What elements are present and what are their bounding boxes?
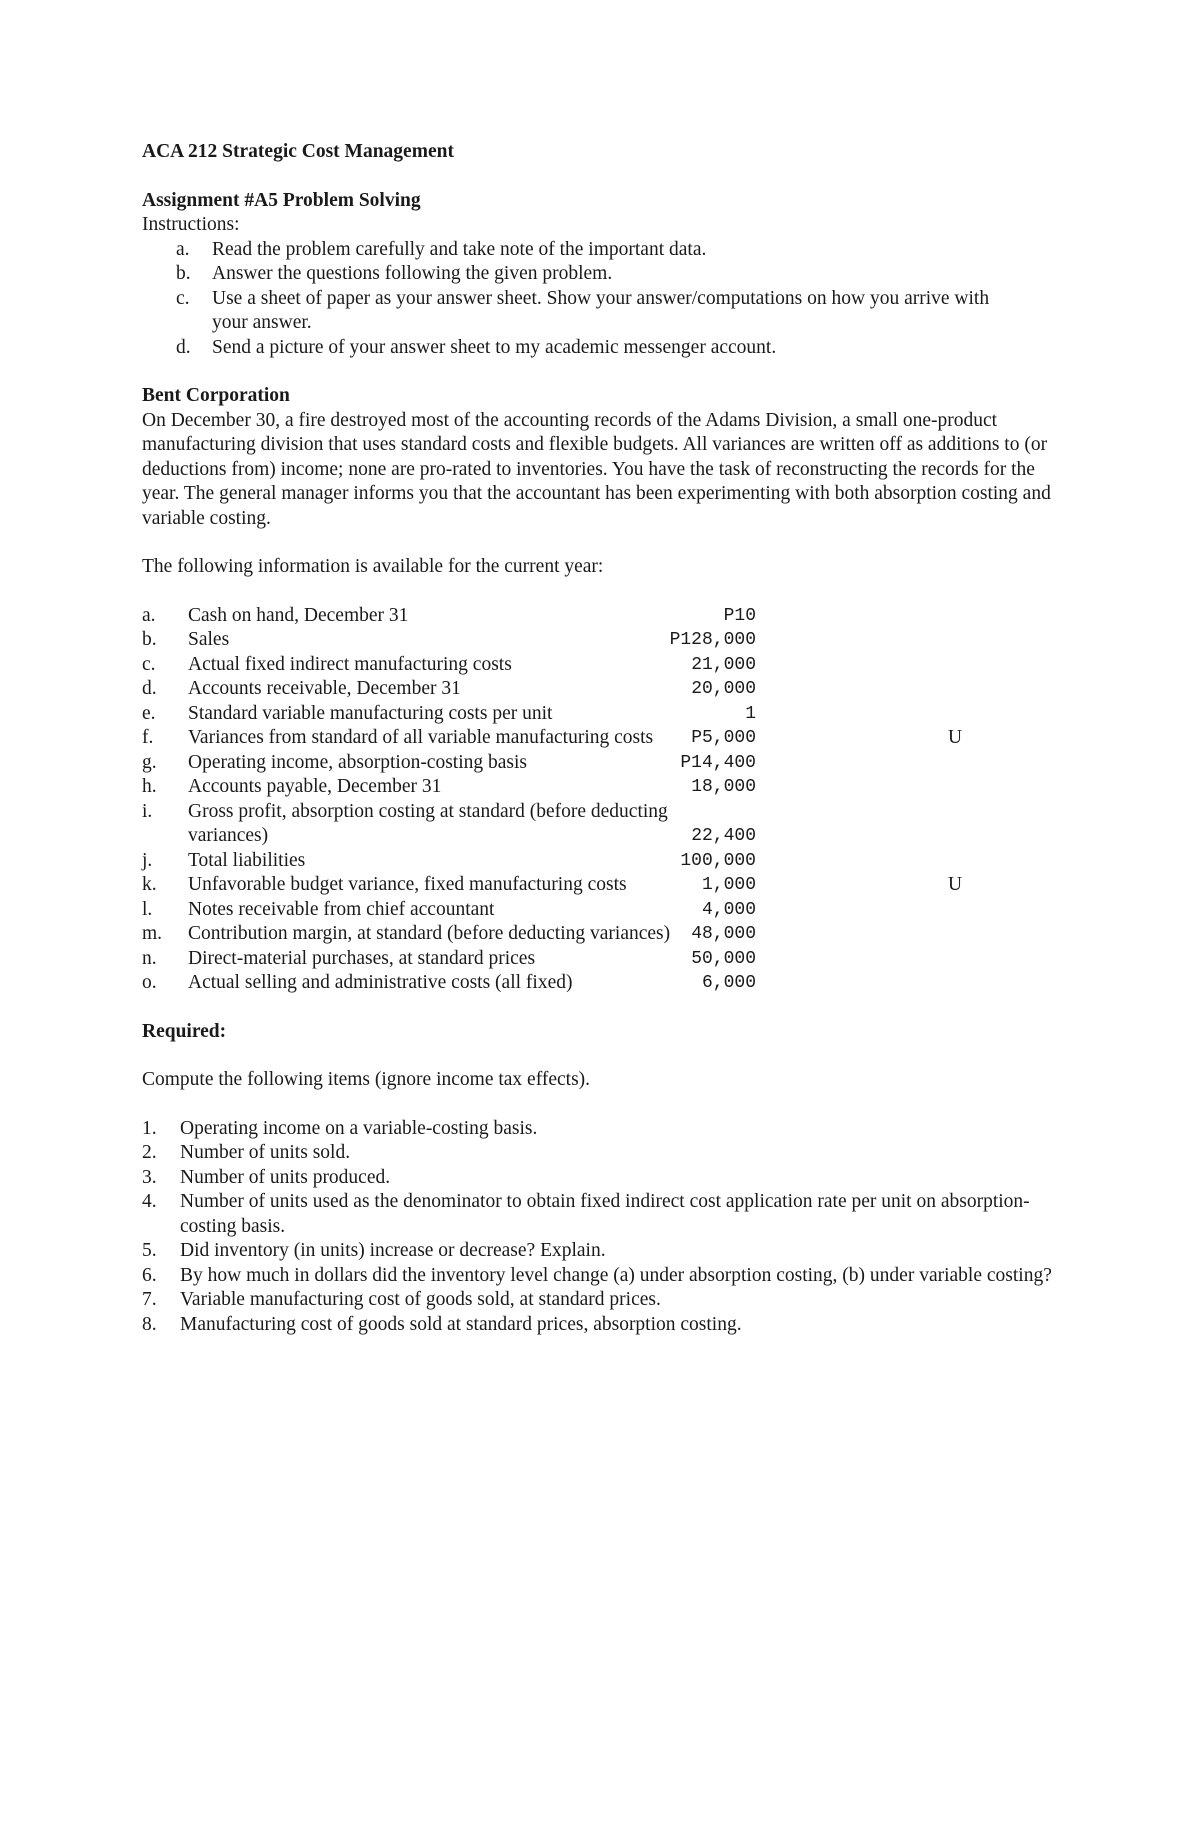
data-item-description: Actual fixed indirect manufacturing costs [188,653,512,675]
data-item-letter: k. [142,874,157,895]
instruction-text: Read the problem carefully and take note of the important data. [212,238,707,260]
data-item-variance-flag: U [948,727,963,748]
data-item-description: Standard variable manufacturing costs per unit [188,702,553,724]
data-item [142,898,1042,923]
data-item-letter: n. [142,947,157,969]
question-text: Number of units used as the denominator to obtain fixed indirect cost application rate per unit on absorption-costing basis. [180,1191,1030,1237]
data-item [142,677,1042,702]
instruction-text: Use a sheet of paper as your answer sheet. Show your answer/computations on how you arrive with your answer. [212,287,990,333]
data-item-letter: j. [142,849,153,871]
question-number: 2. [142,1142,157,1163]
data-item-amount: P10 [723,605,756,626]
instructions-list [142,238,1042,361]
data-item-amount: 1 [745,703,756,724]
data-item-description: Actual selling and administrative costs (all fixed) [188,972,573,993]
data-item-variance-flag: U [948,874,963,895]
data-item [142,873,1042,898]
data-item [142,751,1042,776]
question-item [142,1166,1080,1191]
data-item [142,947,1042,972]
compute-intro: Compute the following items (ignore income tax effects). [142,1069,591,1090]
data-item-amount: P5,000 [691,728,756,748]
course-title: ACA 212 Strategic Cost Management [142,141,454,162]
required-label: Required: [142,1020,227,1042]
data-item-letter: a. [142,604,156,626]
question-item [142,1313,1080,1338]
data-item-letter: c. [142,653,156,675]
data-item-letter: i. [142,800,153,822]
question-item [142,1239,1080,1264]
data-item-description: Gross profit, absorption costing at standard (before deducting variances) [188,800,668,846]
question-text: By how much in dollars did the inventory level change (a) under absorption costing, (b) under variable costing? [180,1264,1052,1286]
problem-paragraph: On December 30, a fire destroyed most of the accounting records of the Adams Division, a small one-product manufacturing division that uses standard costs and flexible budgets. All variances are written off as additions to (or deductions from) income; none are pro-rated to inventories. You have the task of reconstructing the records for the year. The general manager informs you that the accountant has been experimenting with both absorption costing and variable costing. [142,409,1051,529]
data-item [142,726,1042,751]
question-item [142,1190,1080,1239]
instruction-item [142,262,1042,287]
question-text: Number of units sold. [180,1142,351,1163]
data-item [142,775,1042,800]
data-item-amount: P14,400 [680,752,756,773]
data-item-amount: 100,000 [680,850,756,871]
question-number: 6. [142,1264,157,1286]
assignment-title: Assignment #A5 Problem Solving [142,189,421,211]
question-item [142,1264,1080,1289]
data-item-description: Direct-material purchases, at standard prices [188,947,536,969]
question-item [142,1117,1080,1142]
data-item-amount: 18,000 [691,777,756,797]
instruction-text: Answer the questions following the given problem. [212,263,613,284]
data-item-letter: b. [142,629,157,650]
document-page [142,140,1052,1337]
data-item [142,628,1042,653]
data-item-amount: 50,000 [691,948,756,969]
data-item [142,800,1042,849]
data-item-amount: P128,000 [669,630,756,650]
data-item [142,604,1042,629]
instruction-letter: b. [176,263,191,284]
question-number: 4. [142,1191,157,1212]
data-item [142,702,1042,727]
data-item-description: Accounts receivable, December 31 [188,678,461,699]
data-item-description: Sales [188,629,230,650]
instruction-letter: d. [176,336,191,358]
instruction-text: Send a picture of your answer sheet to my academic messenger account. [212,336,777,358]
info-intro: The following information is available for the current year: [142,556,604,577]
question-text: Operating income on a variable-costing basis. [180,1117,538,1139]
data-item-description: Unfavorable budget variance, fixed manufacturing costs [188,874,627,895]
question-number: 3. [142,1166,157,1188]
question-text: Variable manufacturing cost of goods sold, at standard prices. [180,1289,661,1310]
question-item [142,1141,1080,1166]
data-item-description: Notes receivable from chief accountant [188,898,495,920]
data-item-letter: h. [142,776,157,797]
data-items-list [142,604,1042,996]
instruction-item [142,287,992,336]
data-item-description: Contribution margin, at standard (before deducting variances) [188,923,671,944]
data-item [142,922,1042,947]
data-item-description: Operating income, absorption-costing basis [188,751,528,773]
data-item-letter: l. [142,898,153,920]
data-item-amount: 20,000 [691,679,756,699]
data-item-amount: 1,000 [701,875,756,895]
data-item [142,971,1042,996]
data-item-amount: 21,000 [691,654,756,675]
instruction-item [142,336,1042,361]
question-number: 8. [142,1313,157,1335]
data-item-letter: m. [142,923,163,944]
company-name: Bent Corporation [142,385,290,406]
question-text: Manufacturing cost of goods sold at standard prices, absorption costing. [180,1313,742,1335]
data-item-letter: f. [142,727,154,748]
data-item-letter: o. [142,972,157,993]
question-text: Did inventory (in units) increase or decrease? Explain. [180,1240,606,1261]
data-item [142,849,1042,874]
data-item-letter: d. [142,678,157,699]
instruction-item [142,238,1042,263]
data-item-description: Total liabilities [188,849,306,871]
data-item-description: Variances from standard of all variable manufacturing costs [188,727,654,748]
data-item-amount: 22,400 [691,826,756,846]
data-item-amount: 6,000 [701,973,756,993]
data-item-amount: 48,000 [691,924,756,944]
data-item-description: Accounts payable, December 31 [188,776,442,797]
instruction-letter: a. [176,238,190,260]
data-item [142,653,1042,678]
question-number: 1. [142,1117,157,1139]
questions-list [142,1117,1052,1338]
instructions-label: Instructions: [142,214,240,235]
question-item [142,1288,1080,1313]
instruction-letter: c. [176,287,190,309]
question-number: 7. [142,1289,157,1310]
data-item-letter: e. [142,702,156,724]
data-item-letter: g. [142,751,157,773]
question-text: Number of units produced. [180,1166,391,1188]
question-number: 5. [142,1240,157,1261]
data-item-description: Cash on hand, December 31 [188,604,409,626]
data-item-amount: 4,000 [701,899,756,920]
